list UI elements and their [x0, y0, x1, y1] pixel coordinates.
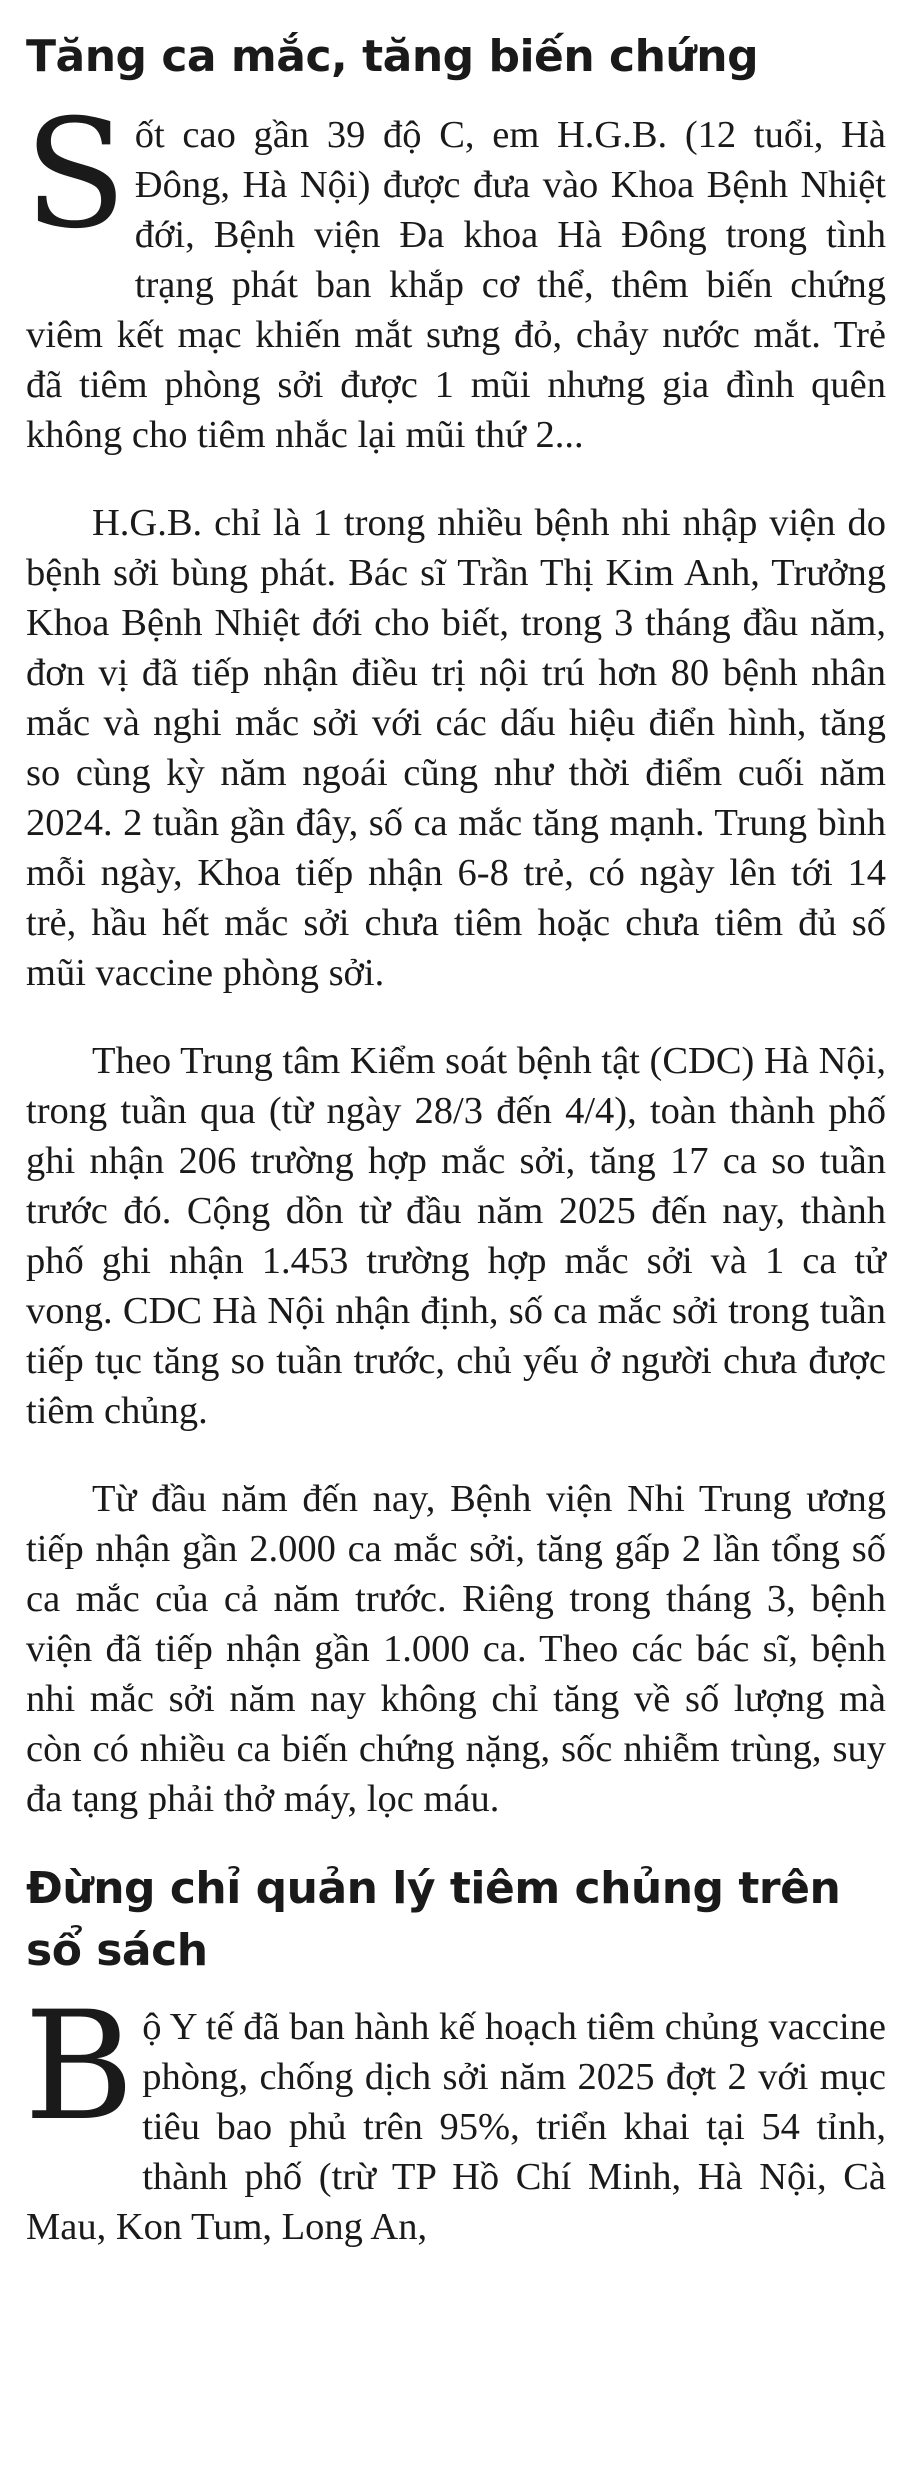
- paragraph-5-text: ộ Y tế đã ban hành kế hoạch tiêm chủng vaccine phòng, chống dịch sởi năm 2025 đợt 2 với mục tiêu bao phủ trên 95%, triển khai tại 54 tỉnh, thành phố (trừ TP Hồ Chí Minh, Hà Nội, Cà Mau, Kon Tum, Long An,: [26, 2006, 886, 2248]
- article-paragraph-5: [24, 1980, 886, 2252]
- section-heading-vaccination-management: Đừng chỉ quản lý tiêm chủng trên sổ sách: [26, 1863, 841, 1976]
- article-paragraph-3: Theo Trung tâm Kiểm soát bệnh tật (CDC) Hà Nội, trong tuần qua (từ ngày 28/3 đến 4/4), toàn thành phố ghi nhận 206 trường hợp mắc sởi, tăng 17 ca so tuần trước đó. Cộng dồn từ đầu năm 2025 đến nay, thành phố ghi nhận 1.453 trường hợp mắc sởi và 1 ca tử vong. CDC Hà Nội nhận định, số ca mắc sởi trong tuần tiếp tục tăng so tuần trước, chủ yếu ở người chưa được tiêm chủng.: [26, 1040, 886, 1432]
- section-heading-measles-cases: Tăng ca mắc, tăng biến chứng: [26, 31, 759, 82]
- article: [26, 0, 886, 2252]
- article-paragraph-2: H.G.B. chỉ là 1 trong nhiều bệnh nhi nhập viện do bệnh sởi bùng phát. Bác sĩ Trần Thị Kim Anh, Trưởng Khoa Bệnh Nhiệt đới cho biết, trong 3 tháng đầu năm, đơn vị đã tiếp nhận điều trị nội trú hơn 80 bệnh nhân mắc và nghi mắc sởi với các dấu hiệu điển hình, tăng so cùng kỳ năm ngoái cũng như thời điểm cuối năm 2024. 2 tuần gần đây, số ca mắc tăng mạnh. Trung bình mỗi ngày, Khoa tiếp nhận 6-8 trẻ, có ngày lên tới 14 trẻ, hầu hết mắc sởi chưa tiêm hoặc chưa tiêm đủ số mũi vaccine phòng sởi.: [26, 502, 886, 994]
- article-paragraph-1: [24, 88, 886, 460]
- drop-cap-letter: S: [24, 88, 127, 262]
- article-paragraph-4: Từ đầu năm đến nay, Bệnh viện Nhi Trung ương tiếp nhận gần 2.000 ca mắc sởi, tăng gấp 2 lần tổng số ca mắc của cả năm trước. Riêng trong tháng 3, bệnh viện đã tiếp nhận gần 1.000 ca. Theo các bác sĩ, bệnh nhi mắc sởi năm nay không chỉ tăng về số lượng mà còn có nhiều ca biến chứng nặng, sốc nhiễm trùng, suy đa tạng phải thở máy, lọc máu.: [26, 1478, 886, 1820]
- paragraph-1-text: ốt cao gần 39 độ C, em H.G.B. (12 tuổi, Hà Đông, Hà Nội) được đưa vào Khoa Bệnh Nhiệt đới, Bệnh viện Đa khoa Hà Đông trong tình trạng phát ban khắp cơ thể, thêm biến chứng viêm kết mạc khiến mắt sưng đỏ, chảy nước mắt. Trẻ đã tiêm phòng sởi được 1 mũi nhưng gia đình quên không cho tiêm nhắc lại mũi thứ 2...: [26, 114, 886, 456]
- drop-cap-letter: B: [24, 1980, 135, 2154]
